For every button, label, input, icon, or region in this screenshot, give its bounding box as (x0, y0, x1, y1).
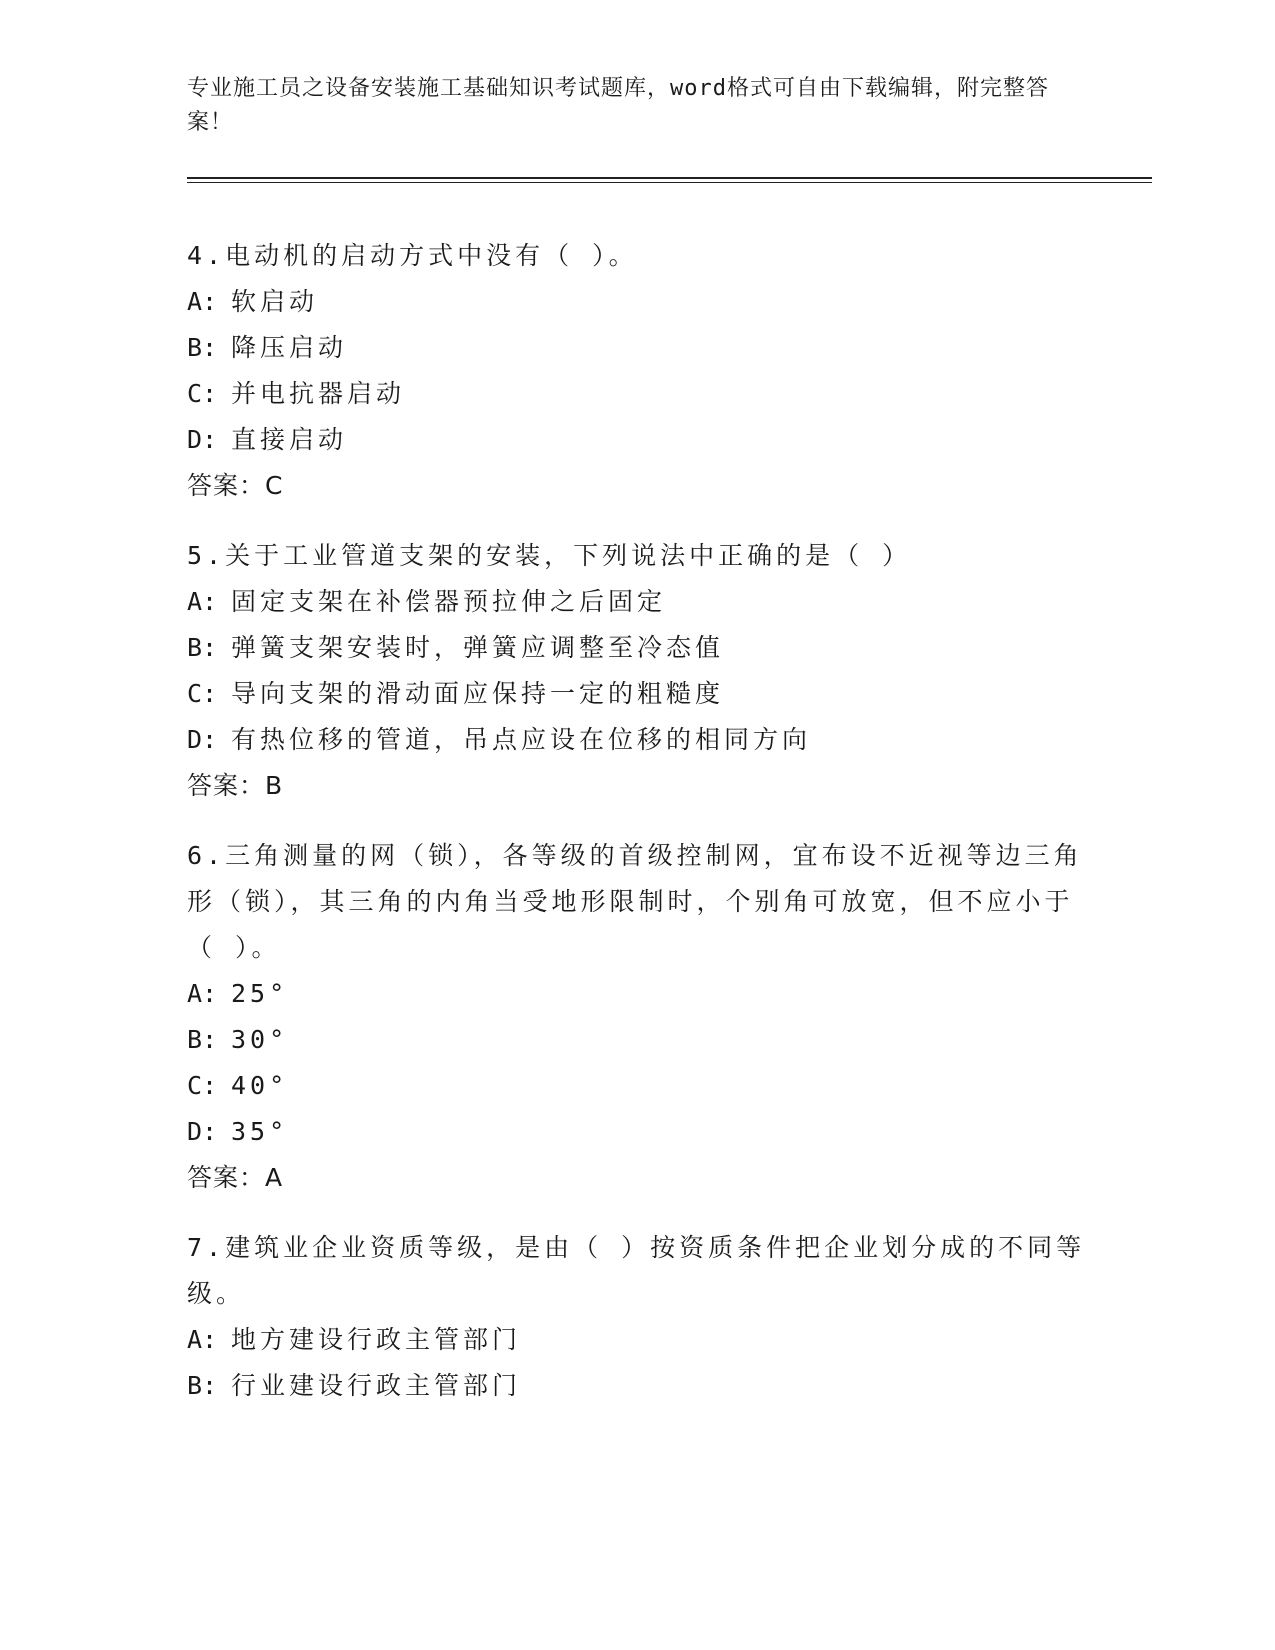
answer-line: 答案：C (187, 471, 284, 500)
option-letter: A: (187, 287, 218, 316)
option-text: 直接启动 (231, 425, 348, 454)
option-letter: B: (187, 633, 218, 662)
option-text: 导向支架的滑动面应保持一定的粗糙度 (231, 679, 725, 708)
document-header: 专业施工员之设备安装施工基础知识考试题库，word格式可自由下载编辑，附完整答案！ (187, 76, 1049, 135)
question-item (187, 233, 1087, 509)
option-c (187, 1063, 1087, 1109)
option-a (187, 579, 1087, 625)
option-letter: A: (187, 1325, 218, 1354)
option-b (187, 625, 1087, 671)
option-d (187, 1109, 1087, 1155)
question-stem: 4.电动机的启动方式中没有（ ）。 (187, 241, 638, 270)
question-stem: 5.关于工业管道支架的安装，下列说法中正确的是（ ） (187, 541, 912, 570)
option-text: 40° (231, 1071, 289, 1100)
option-letter: B: (187, 333, 218, 362)
option-letter: D: (187, 1117, 218, 1146)
option-letter: C: (187, 1071, 218, 1100)
question-stem: 7.建筑业企业资质等级，是由（ ）按资质条件把企业划分成的不同等级。 (187, 1233, 1086, 1308)
answer-line: 答案：A (187, 1163, 284, 1192)
answer-line: 答案：B (187, 771, 284, 800)
option-text: 并电抗器启动 (231, 379, 406, 408)
option-letter: D: (187, 425, 218, 454)
option-a (187, 971, 1087, 1017)
question-item (187, 1225, 1087, 1409)
option-letter: D: (187, 725, 218, 754)
option-text: 30° (231, 1025, 289, 1054)
option-text: 行业建设行政主管部门 (231, 1371, 522, 1400)
option-d (187, 717, 1087, 763)
option-letter: C: (187, 679, 218, 708)
question-list (187, 233, 1087, 1433)
question-stem: 6.三角测量的网（锁），各等级的首级控制网，宜布设不近视等边三角形（锁），其三角的内角当受地形限制时，个别角可放宽，但不应小于（ ）。 (187, 841, 1083, 962)
option-text: 降压启动 (231, 333, 348, 362)
option-a (187, 1317, 1087, 1363)
option-letter: B: (187, 1371, 218, 1400)
question-item (187, 533, 1087, 809)
option-b (187, 325, 1087, 371)
option-c (187, 371, 1087, 417)
option-letter: C: (187, 379, 218, 408)
option-b (187, 1363, 1087, 1409)
option-text: 弹簧支架安装时，弹簧应调整至冷态值 (231, 633, 725, 662)
question-item (187, 833, 1087, 1201)
option-d (187, 417, 1087, 463)
option-text: 软启动 (231, 287, 319, 316)
option-c (187, 671, 1087, 717)
option-text: 35° (231, 1117, 289, 1146)
option-text: 有热位移的管道，吊点应设在位移的相同方向 (231, 725, 812, 754)
header-divider-thin (187, 182, 1152, 183)
option-text: 地方建设行政主管部门 (231, 1325, 522, 1354)
option-text: 25° (231, 979, 289, 1008)
option-a (187, 279, 1087, 325)
option-b (187, 1017, 1087, 1063)
option-letter: B: (187, 1025, 218, 1054)
header-divider-thick (187, 177, 1152, 179)
option-letter: A: (187, 979, 218, 1008)
option-text: 固定支架在补偿器预拉伸之后固定 (231, 587, 667, 616)
option-letter: A: (187, 587, 218, 616)
